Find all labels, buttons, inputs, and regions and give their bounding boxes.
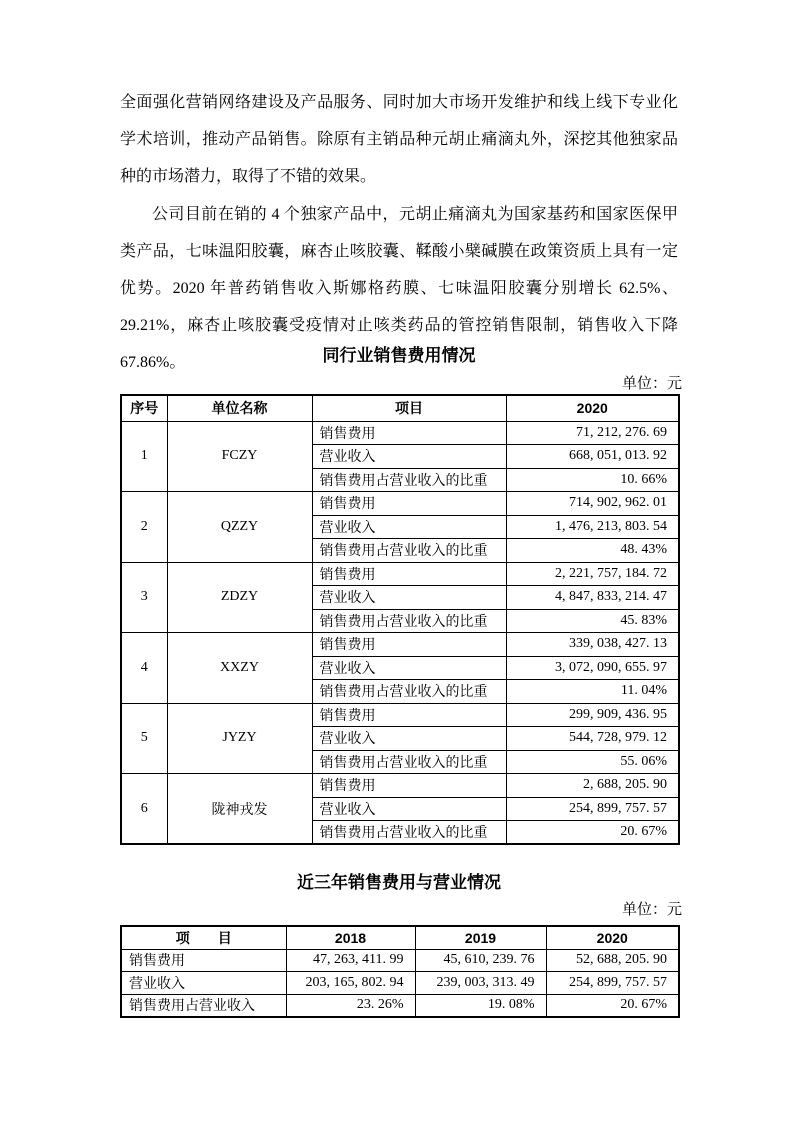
row-label-cell: 销售费用占营业收入 [121, 994, 286, 1017]
metric-label-cell: 销售费用 [312, 562, 506, 586]
metric-value-cell: 1, 476, 213, 803. 54 [506, 515, 679, 539]
table-row [121, 972, 679, 995]
table1-header-item: 项目 [312, 395, 506, 421]
metric-value-cell: 71, 212, 276. 69 [506, 421, 679, 445]
metric-label-cell: 销售费用 [312, 703, 506, 727]
metric-value-cell: 48. 43% [506, 539, 679, 563]
year-value-cell: 203, 165, 802. 94 [286, 972, 415, 995]
metric-label-cell: 营业收入 [312, 445, 506, 469]
metric-label-cell: 销售费用占营业收入的比重 [312, 750, 506, 774]
paragraph-marketing: 全面强化营销网络建设及产品服务、同时加大市场开发维护和线上线下专业化学术培训，推动产品销售。除原有主销品种元胡止痛滴丸外，深挖其他独家品种的市场潜力，取得了不错的效果。 [120, 94, 678, 185]
year-value-cell: 254, 899, 757. 57 [546, 972, 679, 995]
company-name-cell: XXZY [167, 633, 312, 704]
table1-unit-label: 单位：元 [621, 376, 682, 392]
metric-label-cell: 销售费用 [312, 633, 506, 657]
metric-label-cell: 销售费用占营业收入的比重 [312, 468, 506, 492]
metric-value-cell: 299, 909, 436. 95 [506, 703, 679, 727]
table-header-row [121, 395, 679, 421]
table-row [121, 492, 679, 516]
company-name-cell: 陇神戎发 [167, 774, 312, 845]
metric-value-cell: 10. 66% [506, 468, 679, 492]
year-value-cell: 45, 610, 239. 76 [415, 949, 546, 972]
serial-cell: 6 [121, 774, 167, 845]
table-row [121, 562, 679, 586]
metric-value-cell: 714, 902, 962. 01 [506, 492, 679, 516]
table-row [121, 633, 679, 657]
metric-value-cell: 2, 221, 757, 184. 72 [506, 562, 679, 586]
metric-label-cell: 销售费用占营业收入的比重 [312, 609, 506, 633]
table1-title: 同行业销售费用情况 [322, 346, 476, 365]
metric-label-cell: 销售费用占营业收入的比重 [312, 539, 506, 563]
metric-label-cell: 销售费用占营业收入的比重 [312, 821, 506, 845]
row-label-cell: 营业收入 [121, 972, 286, 995]
table2-header-2019: 2019 [415, 926, 546, 949]
metric-value-cell: 45. 83% [506, 609, 679, 633]
metric-value-cell: 2, 688, 205. 90 [506, 774, 679, 798]
metric-value-cell: 339, 038, 427. 13 [506, 633, 679, 657]
table2-header-2020: 2020 [546, 926, 679, 949]
year-value-cell: 23. 26% [286, 994, 415, 1017]
metric-value-cell: 3, 072, 090, 655. 97 [506, 656, 679, 680]
table-header-row [121, 926, 679, 949]
serial-cell: 1 [121, 421, 167, 492]
year-value-cell: 20. 67% [546, 994, 679, 1017]
table1-header-2020: 2020 [506, 395, 679, 421]
metric-value-cell: 254, 899, 757. 57 [506, 797, 679, 821]
row-label-cell: 销售费用 [121, 949, 286, 972]
metric-value-cell: 20. 67% [506, 821, 679, 845]
metric-label-cell: 销售费用 [312, 492, 506, 516]
metric-value-cell: 4, 847, 833, 214. 47 [506, 586, 679, 610]
table2-header-item: 项 目 [121, 926, 286, 949]
metric-label-cell: 营业收入 [312, 586, 506, 610]
metric-value-cell: 668, 051, 013. 92 [506, 445, 679, 469]
serial-cell: 2 [121, 492, 167, 563]
table1-header-serial: 序号 [121, 395, 167, 421]
serial-cell: 4 [121, 633, 167, 704]
table-row [121, 421, 679, 445]
metric-value-cell: 55. 06% [506, 750, 679, 774]
table2-header-2018: 2018 [286, 926, 415, 949]
company-name-cell: FCZY [167, 421, 312, 492]
serial-cell: 3 [121, 562, 167, 633]
year-value-cell: 52, 688, 205. 90 [546, 949, 679, 972]
table-row [121, 703, 679, 727]
table2-title: 近三年销售费用与营业情况 [297, 873, 501, 892]
table-row [121, 774, 679, 798]
company-name-cell: JYZY [167, 703, 312, 774]
metric-label-cell: 营业收入 [312, 797, 506, 821]
company-name-cell: QZZY [167, 492, 312, 563]
table-row [121, 994, 679, 1017]
metric-label-cell: 销售费用 [312, 421, 506, 445]
three-year-sales-table [120, 925, 680, 1018]
company-name-cell: ZDZY [167, 562, 312, 633]
year-value-cell: 239, 003, 313. 49 [415, 972, 546, 995]
table-row [121, 949, 679, 972]
year-value-cell: 47, 263, 411. 99 [286, 949, 415, 972]
table2-unit-label: 单位：元 [621, 902, 682, 918]
metric-value-cell: 544, 728, 979. 12 [506, 727, 679, 751]
year-value-cell: 19. 08% [415, 994, 546, 1017]
metric-label-cell: 销售费用占营业收入的比重 [312, 680, 506, 704]
paragraph-products: 公司目前在销的 4 个独家产品中，元胡止痛滴丸为国家基药和国家医保甲类产品，七味温阳胶囊，麻杏止咳胶囊、鞣酸小檗碱膜在政策资质上具有一定优势。2020 年普药销售收入斯娜格药膜、七味温阳胶囊分别增长 62.5%、29.21%，麻杏止咳胶囊受疫情对止咳类药品的管控销售限制，销售收入下降 67.86%。 [120, 206, 678, 371]
metric-label-cell: 营业收入 [312, 515, 506, 539]
metric-value-cell: 11. 04% [506, 680, 679, 704]
metric-label-cell: 营业收入 [312, 656, 506, 680]
metric-label-cell: 销售费用 [312, 774, 506, 798]
metric-label-cell: 营业收入 [312, 727, 506, 751]
industry-sales-expense-table [120, 394, 680, 845]
table1-header-company: 单位名称 [167, 395, 312, 421]
serial-cell: 5 [121, 703, 167, 774]
